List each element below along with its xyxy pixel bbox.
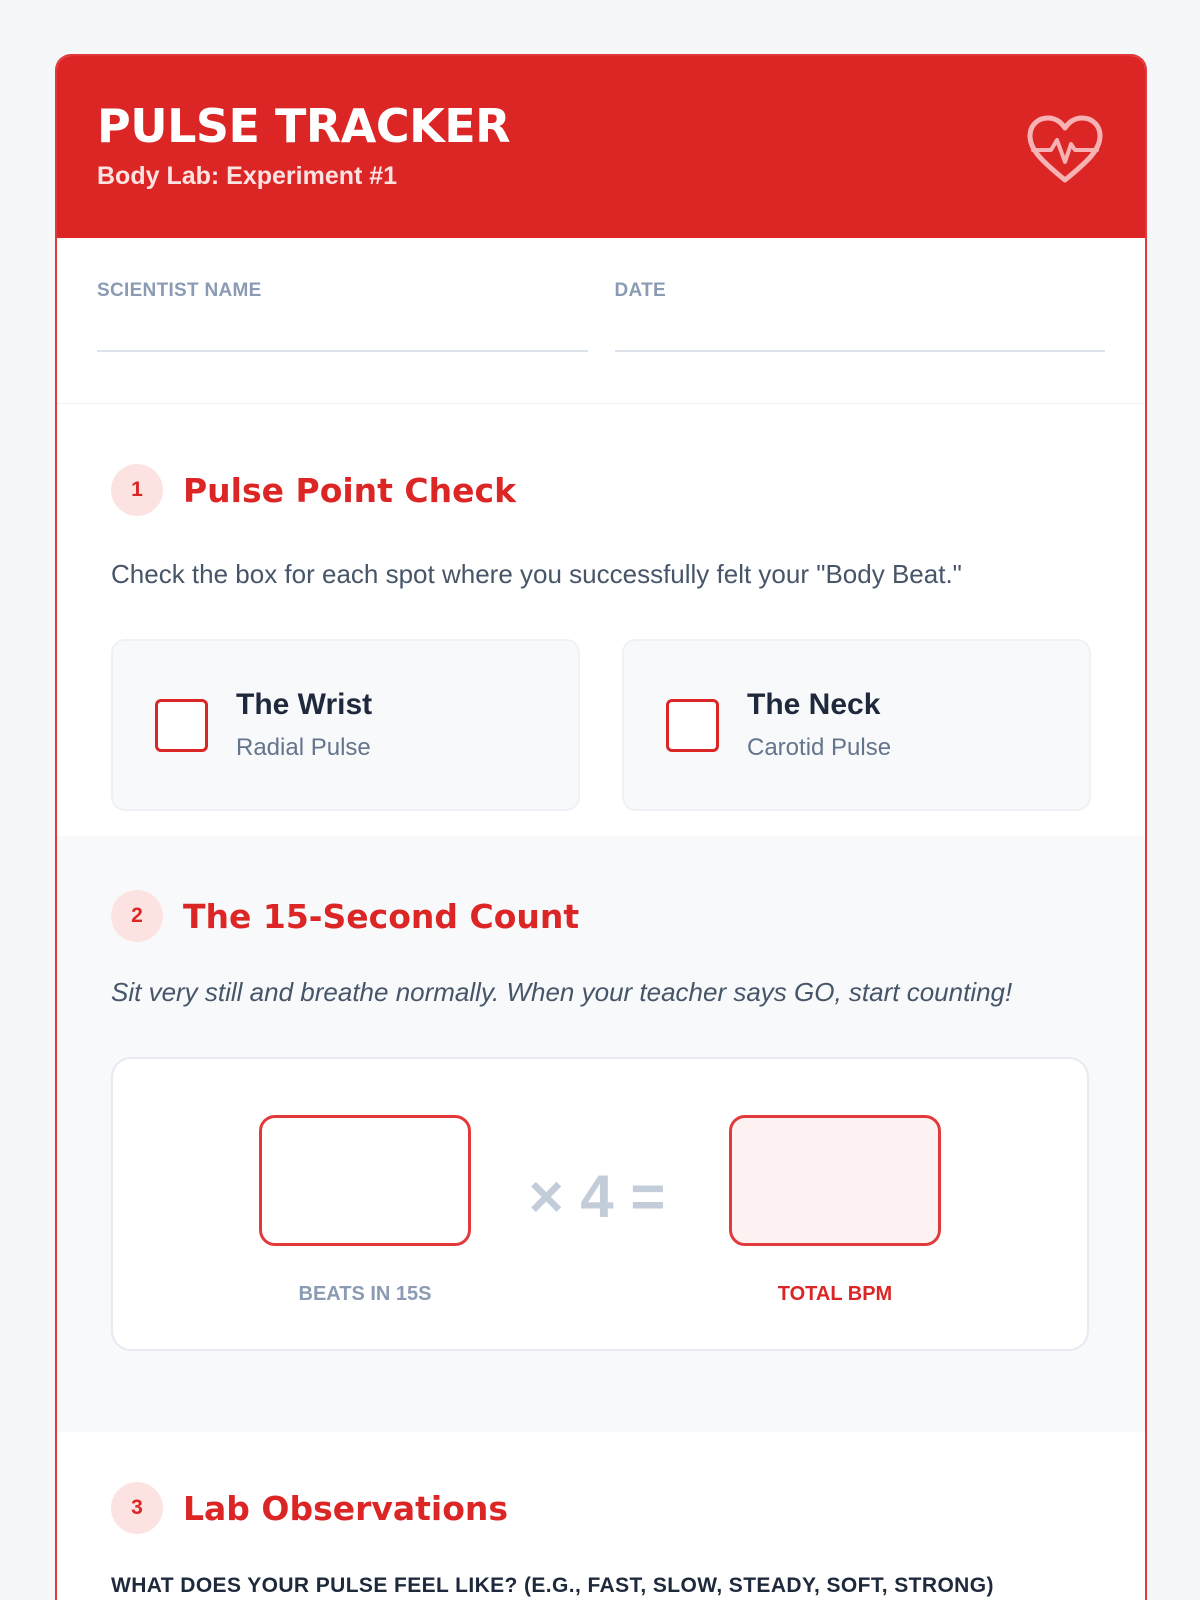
scientist-name-input[interactable] <box>97 350 588 352</box>
page-title: PULSE TRACKER <box>97 99 511 153</box>
observation-question-label: WHAT DOES YOUR PULSE FEEL LIKE? (E.G., FAST, SLOW, STEADY, SOFT, STRONG) <box>111 1574 994 1597</box>
section-lab-observations <box>57 1432 1145 1600</box>
section-title: The 15-Second Count <box>183 896 580 936</box>
section-15-second-count <box>57 836 1145 1432</box>
worksheet-card <box>55 54 1147 1600</box>
section-title: Pulse Point Check <box>183 470 517 510</box>
wrist-option-title: The Wrist <box>236 688 373 721</box>
wrist-option-subtitle: Radial Pulse <box>236 734 371 761</box>
section-pulse-point-check <box>57 404 1145 836</box>
heart-pulse-icon <box>1025 114 1105 186</box>
total-bpm-input[interactable] <box>729 1115 941 1246</box>
scientist-name-label: SCIENTIST NAME <box>97 280 262 301</box>
date-field[interactable] <box>615 280 1106 403</box>
beats-in-15s-input[interactable] <box>259 1115 471 1246</box>
section-description: Sit very still and breathe normally. When your teacher says GO, start counting! <box>111 977 1013 1007</box>
date-input[interactable] <box>615 350 1106 352</box>
bpm-calculator <box>111 1057 1089 1351</box>
wrist-option-text <box>236 688 372 762</box>
neck-option-subtitle: Carotid Pulse <box>747 734 892 761</box>
step-number-badge: 2 <box>111 890 163 942</box>
info-fields <box>57 238 1145 404</box>
beats-in-15s-label: BEATS IN 15S <box>298 1283 432 1305</box>
neck-checkbox[interactable] <box>666 699 719 752</box>
date-label: DATE <box>614 280 667 301</box>
step-number-badge: 1 <box>111 464 163 516</box>
pulse-point-options <box>111 639 1091 811</box>
wrist-option-card[interactable] <box>111 639 580 811</box>
page-subtitle: Body Lab: Experiment #1 <box>97 162 398 190</box>
step-number-badge: 3 <box>111 1482 163 1534</box>
scientist-name-field[interactable] <box>97 280 588 403</box>
section-header <box>111 890 1091 942</box>
multiply-equals-operator: × 4 = <box>528 1163 666 1230</box>
wrist-checkbox[interactable] <box>155 699 208 752</box>
section-description: Check the box for each spot where you successfully felt your "Body Beat." <box>111 559 962 589</box>
section-title: Lab Observations <box>183 1488 509 1528</box>
neck-option-card[interactable] <box>622 639 1091 811</box>
total-bpm-label: TOTAL BPM <box>777 1283 893 1305</box>
neck-option-title: The Neck <box>747 688 881 721</box>
section-header <box>111 464 1091 516</box>
header <box>57 56 1145 238</box>
section-header <box>111 1482 1091 1534</box>
neck-option-text <box>747 688 891 762</box>
